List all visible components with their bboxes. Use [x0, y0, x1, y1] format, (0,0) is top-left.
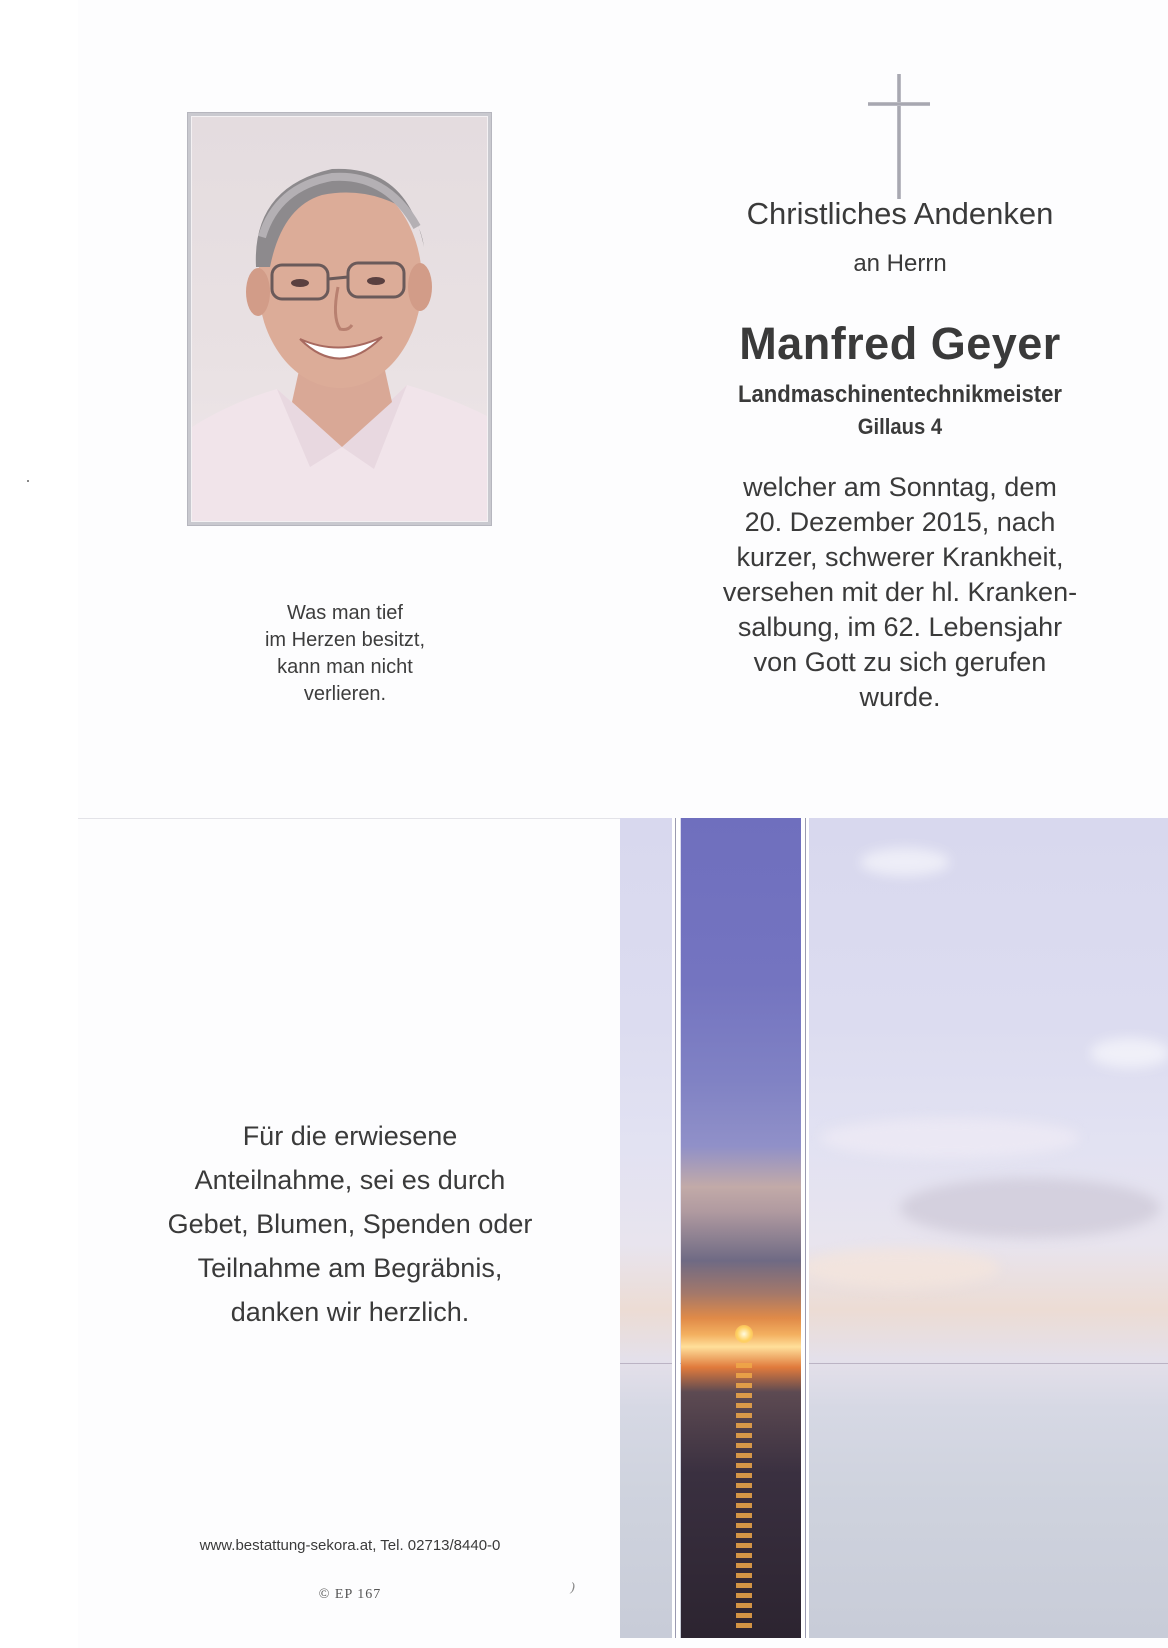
cross-icon — [897, 74, 901, 199]
quote-line: Was man tief — [287, 602, 403, 624]
sunset-strip — [681, 818, 801, 1638]
thanks-line: Gebet, Blumen, Spenden oder — [167, 1209, 533, 1239]
notice-line: kurzer, schwerer Krankheit, — [736, 542, 1064, 572]
copyright-mark: © EP 167 — [318, 1587, 382, 1602]
portrait-frame — [187, 112, 492, 526]
notice-line: welcher am Sonntag, dem — [743, 472, 1057, 502]
cloud — [820, 1118, 1080, 1158]
notice-line: 20. Dezember 2015, nach — [744, 507, 1056, 537]
funeral-home-contact: www.bestattung-sekora.at, Tel. 02713/8440-0 — [199, 1537, 501, 1554]
notice-line: versehen mit der hl. Kranken- — [722, 577, 1078, 607]
thanks-text — [130, 1114, 570, 1334]
address: Gillaus 4 — [857, 414, 943, 439]
cloud — [860, 848, 950, 876]
notice-line: von Gott zu sich gerufen — [753, 647, 1047, 677]
scan-speck — [27, 480, 29, 482]
sun — [735, 1325, 753, 1343]
image-divider — [672, 818, 680, 1638]
portrait-photo — [191, 116, 488, 522]
thanks-line: Anteilnahme, sei es durch — [194, 1165, 506, 1195]
image-divider-line — [805, 818, 806, 1638]
quote — [230, 600, 460, 708]
pen-mark: ⁾ — [570, 1580, 576, 1605]
notice-line: salbung, im 62. Lebensjahr — [737, 612, 1063, 642]
thanks-line: danken wir herzlich. — [230, 1297, 470, 1327]
sun-reflection — [736, 1363, 752, 1633]
cloud — [800, 1248, 1000, 1288]
thanks-line: Teilnahme am Begräbnis, — [197, 1253, 503, 1283]
image-divider-line — [675, 818, 676, 1638]
quote-line: kann man nicht — [277, 656, 413, 678]
sunset-sea-image — [620, 818, 1168, 1638]
portrait-illustration — [192, 117, 488, 522]
deceased-name: Manfred Geyer — [739, 318, 1061, 369]
notice-line: wurde. — [859, 682, 941, 712]
cross-icon-bar — [868, 102, 930, 106]
death-notice-text — [690, 470, 1110, 715]
cloud — [900, 1178, 1160, 1238]
profession: Landmaschinentechnikmeister — [738, 381, 1062, 408]
greeting-heading: Christliches Andenken — [746, 196, 1054, 231]
quote-line: verlieren. — [303, 683, 387, 705]
thanks-line: Für die erwiesene — [242, 1121, 458, 1151]
cloud — [1090, 1038, 1168, 1068]
recipient-line: an Herrn — [853, 250, 947, 277]
quote-line: im Herzen besitzt, — [264, 629, 426, 651]
